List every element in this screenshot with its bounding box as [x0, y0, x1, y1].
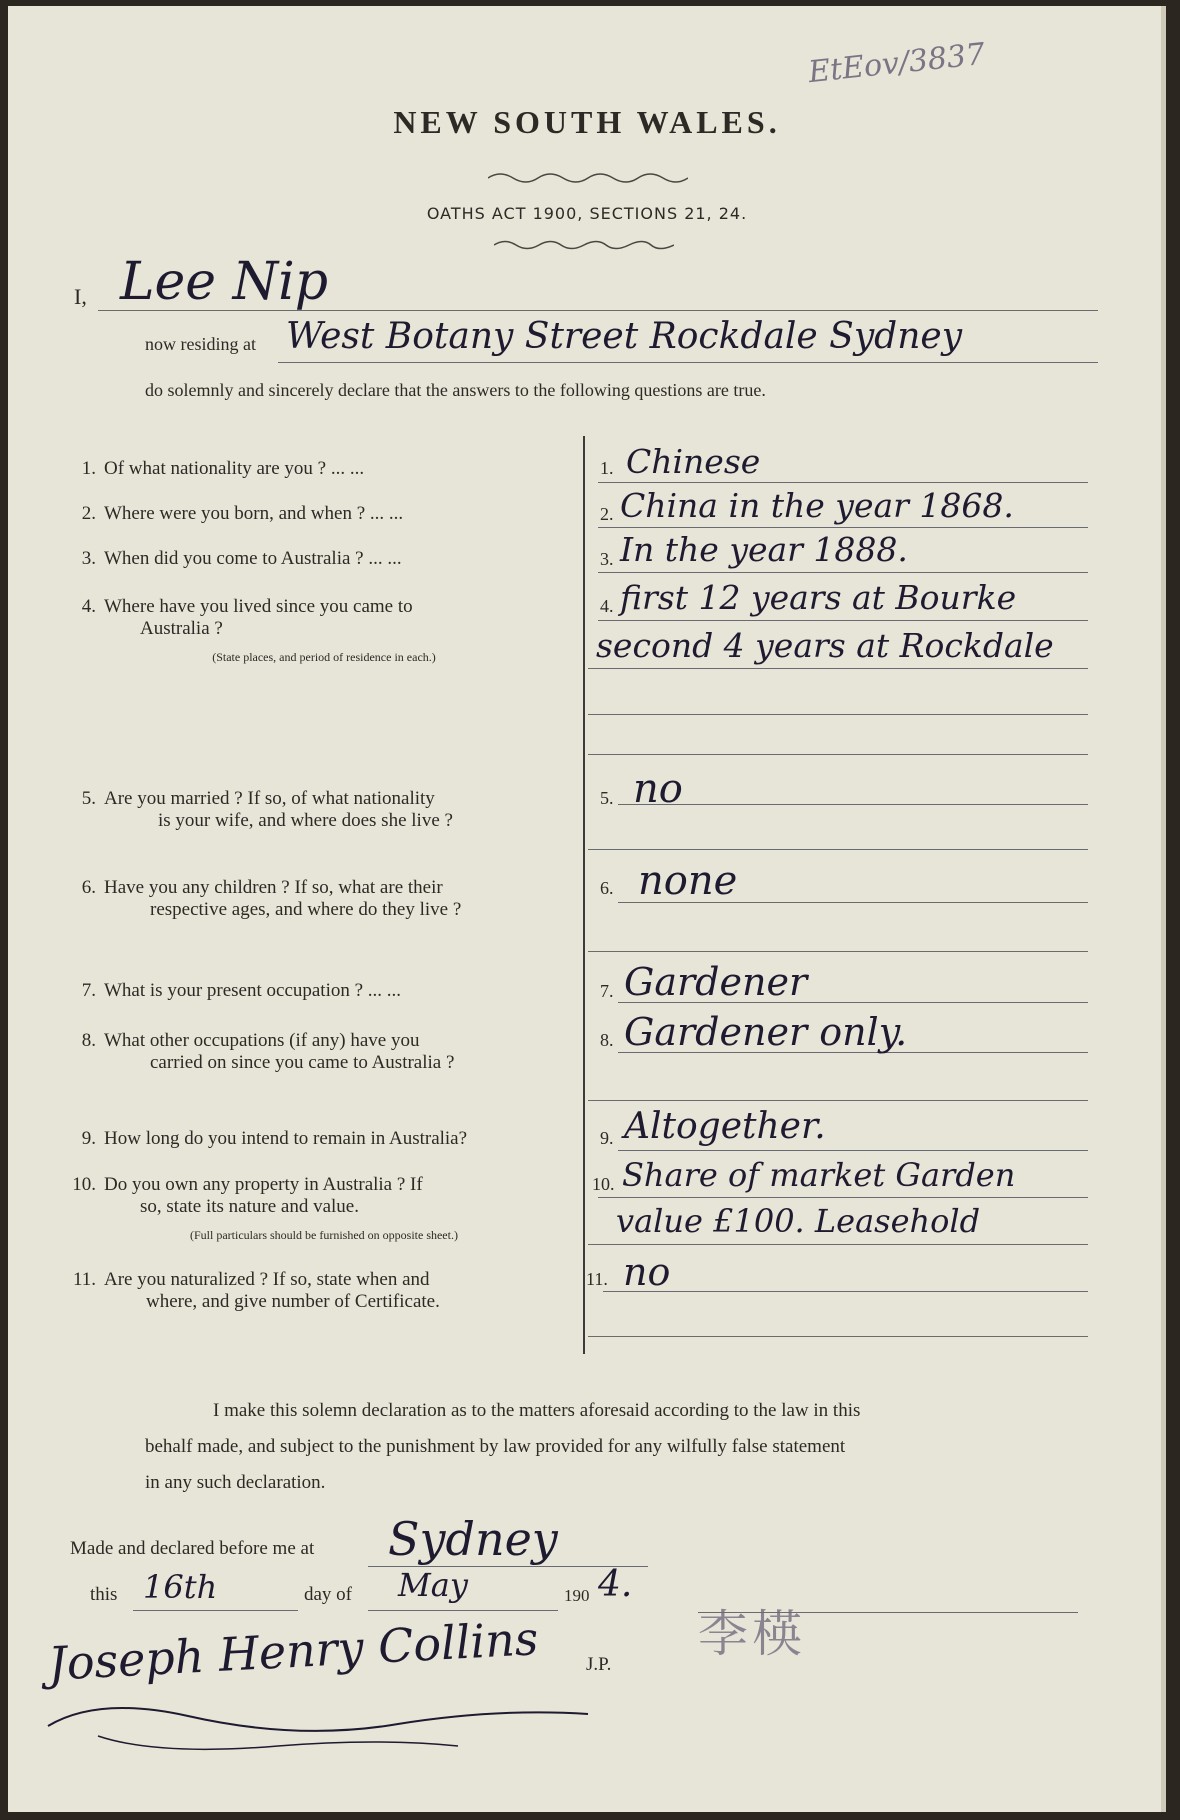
question-text: Where were you born, and when ? ... ...: [104, 503, 404, 524]
place-of-declaration: Sydney: [388, 1512, 558, 1566]
question-text: What is your present occupation ? ... ...: [104, 980, 402, 1001]
subtitle-flourish: [494, 238, 674, 252]
archive-annotation: EtEov/3837: [806, 36, 987, 91]
question-text: Where have you lived since you came to: [104, 596, 413, 617]
answer-7: Gardener: [624, 960, 808, 1004]
title-flourish: [488, 170, 688, 186]
chinese-signature-line: [698, 1612, 1078, 1613]
answer-1: Chinese: [626, 442, 761, 481]
question-text-cont: so, state its nature and value.: [140, 1196, 359, 1217]
answer-line: [588, 951, 1088, 952]
question-text: Have you any children ? If so, what are their: [104, 877, 443, 898]
declaration-line-1: I make this solemn declaration as to the matters aforesaid according to the law in this: [213, 1400, 861, 1421]
answer-10-line-2: value £100. Leasehold: [616, 1202, 981, 1240]
residing-label: now residing at: [145, 334, 256, 354]
answer-number: 4.: [600, 596, 614, 616]
declarant-name: Lee Nip: [120, 252, 329, 312]
question-number: 6.: [81, 877, 96, 898]
year-suffix: 4.: [598, 1564, 633, 1605]
question-text: How long do you intend to remain in Australia?: [104, 1128, 468, 1149]
column-divider: [583, 436, 585, 1354]
question-text-cont: respective ages, and where do they live ?: [150, 899, 462, 920]
answer-4-line-2: second 4 years at Rockdale: [596, 626, 1054, 665]
answer-line: [588, 714, 1088, 715]
question-note: (Full particulars should be furnished on opposite sheet.): [190, 1228, 458, 1242]
answer-line: [598, 527, 1088, 528]
residence-address: West Botany Street Rockdale Sydney: [286, 316, 963, 357]
day-of-label: day of: [304, 1584, 353, 1605]
answer-8: Gardener only.: [624, 1010, 908, 1054]
answer-line: [603, 1291, 1088, 1292]
day-line: [133, 1610, 298, 1611]
question-9: [70, 1128, 578, 1150]
answer-number: 7.: [600, 981, 614, 1001]
answer-line: [598, 620, 1088, 621]
answer-line: [618, 804, 1088, 805]
question-text: Are you married ? If so, of what nationality: [104, 788, 435, 809]
signature-flourish: [38, 1686, 598, 1756]
declaration-line-3: in any such declaration.: [145, 1472, 326, 1493]
answer-5: no: [633, 766, 683, 812]
answer-9: Altogether.: [624, 1106, 826, 1147]
answer-line: [588, 849, 1088, 850]
answer-line: [588, 1336, 1088, 1337]
question-number: 11.: [72, 1269, 96, 1290]
answer-4-line-1: first 12 years at Bourke: [620, 578, 1017, 617]
page-title: NEW SOUTH WALES.: [393, 104, 781, 140]
page-subtitle: OATHS ACT 1900, SECTIONS 21, 24.: [426, 204, 748, 223]
question-note: (State places, and period of residence in each.): [212, 650, 436, 664]
question-text: When did you come to Australia ? ... ...: [104, 548, 402, 569]
question-3: [70, 548, 578, 570]
chinese-signature: 李楧: [698, 1605, 806, 1663]
question-text: Of what nationality are you ? ... ...: [104, 458, 365, 479]
question-5: [70, 788, 578, 832]
question-4: [70, 596, 578, 668]
answer-2: China in the year 1868.: [620, 486, 1014, 525]
question-7: [70, 980, 578, 1002]
answer-6: none: [638, 858, 738, 904]
answer-number: 2.: [600, 504, 614, 524]
question-text: What other occupations (if any) have you: [104, 1030, 420, 1051]
answer-number: 10.: [592, 1174, 615, 1194]
name-line: [98, 310, 1098, 311]
question-number: 9.: [81, 1128, 96, 1149]
answer-line: [588, 754, 1088, 755]
answer-number: 1.: [600, 458, 614, 478]
question-text-cont: carried on since you came to Australia ?: [150, 1052, 455, 1073]
answer-10-line-1: Share of market Garden: [622, 1156, 1016, 1194]
answer-line: [618, 1150, 1088, 1151]
answer-line: [588, 1100, 1088, 1101]
declarant-prefix: I,: [74, 284, 87, 309]
question-number: 3.: [81, 548, 96, 569]
question-11: [70, 1269, 578, 1313]
question-1: [70, 458, 578, 480]
residence-line: [278, 362, 1098, 363]
jp-label: J.P.: [586, 1654, 612, 1675]
question-2: [70, 503, 578, 525]
question-text: Are you naturalized ? If so, state when and: [104, 1269, 430, 1290]
declaration-form: [8, 6, 1166, 1812]
jp-signature: Joseph Henry Collins: [46, 1611, 540, 1691]
declaration-month: May: [398, 1566, 468, 1604]
question-text-cont: is your wife, and where does she live ?: [158, 810, 453, 831]
question-10: [70, 1174, 578, 1246]
made-declared-label: Made and declared before me at: [70, 1538, 315, 1559]
answer-line: [598, 1197, 1088, 1198]
declaration-day: 16th: [143, 1568, 218, 1606]
question-text-cont: Australia ?: [140, 618, 223, 639]
year-prefix: 190: [564, 1586, 590, 1605]
answer-number: 5.: [600, 788, 614, 808]
question-number: 1.: [81, 458, 96, 479]
this-label: this: [90, 1584, 118, 1605]
answer-number: 3.: [600, 549, 614, 569]
question-number: 4.: [81, 596, 96, 617]
declare-statement: do solemnly and sincerely declare that the answers to the following questions are true.: [145, 380, 766, 400]
question-text-cont: where, and give number of Certificate.: [146, 1291, 440, 1312]
question-text: Do you own any property in Australia ? If: [104, 1174, 423, 1195]
answer-line: [598, 572, 1088, 573]
question-8: [70, 1030, 578, 1074]
answer-line: [588, 668, 1088, 669]
answer-3: In the year 1888.: [620, 530, 908, 569]
question-number: 7.: [81, 980, 96, 1001]
answer-number: 8.: [600, 1030, 614, 1050]
answer-number: 11.: [586, 1269, 608, 1289]
answer-number: 9.: [600, 1128, 614, 1148]
question-6: [70, 877, 578, 921]
question-number: 8.: [81, 1030, 96, 1051]
declaration-line-2: behalf made, and subject to the punishment by law provided for any wilfully false statement: [145, 1436, 846, 1457]
question-number: 5.: [81, 788, 96, 809]
answer-number: 6.: [600, 878, 614, 898]
answer-line: [588, 1244, 1088, 1245]
answer-11: no: [623, 1250, 671, 1294]
answer-line: [598, 482, 1088, 483]
question-number: 2.: [81, 503, 96, 524]
question-number: 10.: [72, 1174, 96, 1195]
